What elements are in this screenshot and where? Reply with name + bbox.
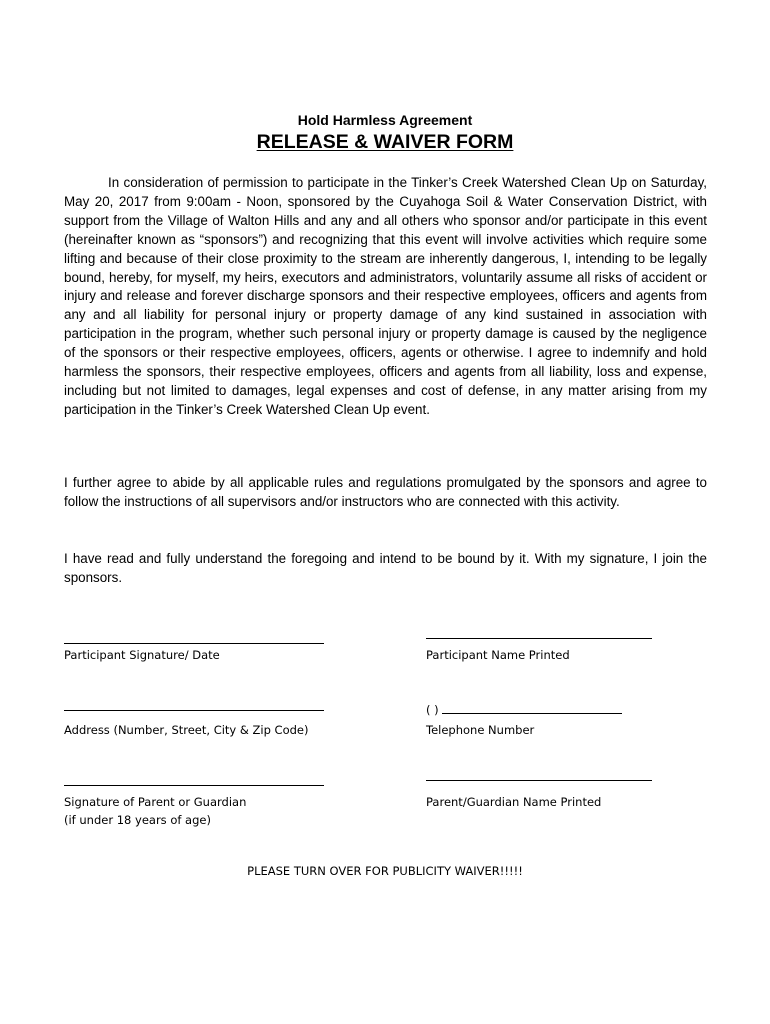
participant-name-label: Participant Name Printed	[426, 648, 570, 662]
parent-name-line[interactable]	[426, 780, 652, 781]
parent-name-label: Parent/Guardian Name Printed	[426, 795, 602, 809]
parent-signature-label	[64, 793, 246, 829]
rules-paragraph: I further agree to abide by all applicable rules and regulations promulgated by the sponsors and agree to follow the instructions of all supervisors and/or instructors who are connected with this activity.	[64, 475, 707, 509]
area-code-parentheses: ( )	[426, 703, 439, 717]
parent-signature-label-line2: (if under 18 years of age)	[64, 813, 211, 827]
publicity-waiver-note: PLEASE TURN OVER FOR PUBLICITY WAIVER!!!!!	[247, 864, 523, 878]
telephone-field[interactable]	[426, 703, 622, 717]
address-line[interactable]	[64, 710, 324, 711]
document-title: RELEASE & WAIVER FORM	[256, 131, 514, 153]
address-label: Address (Number, Street, City & Zip Code)	[64, 723, 309, 737]
acknowledgement-paragraph: I have read and fully understand the foregoing and intend to be bound by it. With my signature, I join the sponsors.	[64, 551, 707, 585]
participant-signature-label: Participant Signature/ Date	[64, 648, 220, 662]
parent-signature-label-line1: Signature of Parent or Guardian	[64, 795, 247, 809]
parent-signature-line[interactable]	[64, 785, 324, 786]
participant-signature-line[interactable]	[64, 643, 324, 644]
release-paragraph: In consideration of permission to participate in the Tinker’s Creek Watershed Clean Up on Saturday, May 20, 2017 from 9:00am - Noon, sponsored by the Cuyahoga Soil & Water Conservation District, with support from the Village of Walton Hills and any and all others who sponsor and/or participate in this event (hereinafter known as “sponsors”) and recognizing that this event will involve activities which require some lifting and because of their close proximity to the stream are inherently dangerous, I, intending to be legally bound, hereby, for myself, my heirs, executors and administrators, voluntarily assume all risks of accident or injury and release and forever discharge sponsors and their respective employees, officers and agents from any and all liability for personal injury or property damage of any kind sustained in association with participation in the program, whether such personal injury or property damage is caused by the negligence of the sponsors or their respective employees, officers, agents or otherwise. I agree to indemnify and hold harmless the sponsors, their respective employees, officers and agents from all liability, loss and expense, including but not limited to damages, legal expenses and cost of defense, in any matter arising from my participation in the Tinker’s Creek Watershed Clean Up event.	[64, 175, 707, 417]
telephone-label: Telephone Number	[426, 723, 535, 737]
telephone-line[interactable]	[442, 713, 622, 714]
document-subtitle: Hold Harmless Agreement	[297, 112, 473, 128]
participant-name-line[interactable]	[426, 638, 652, 639]
